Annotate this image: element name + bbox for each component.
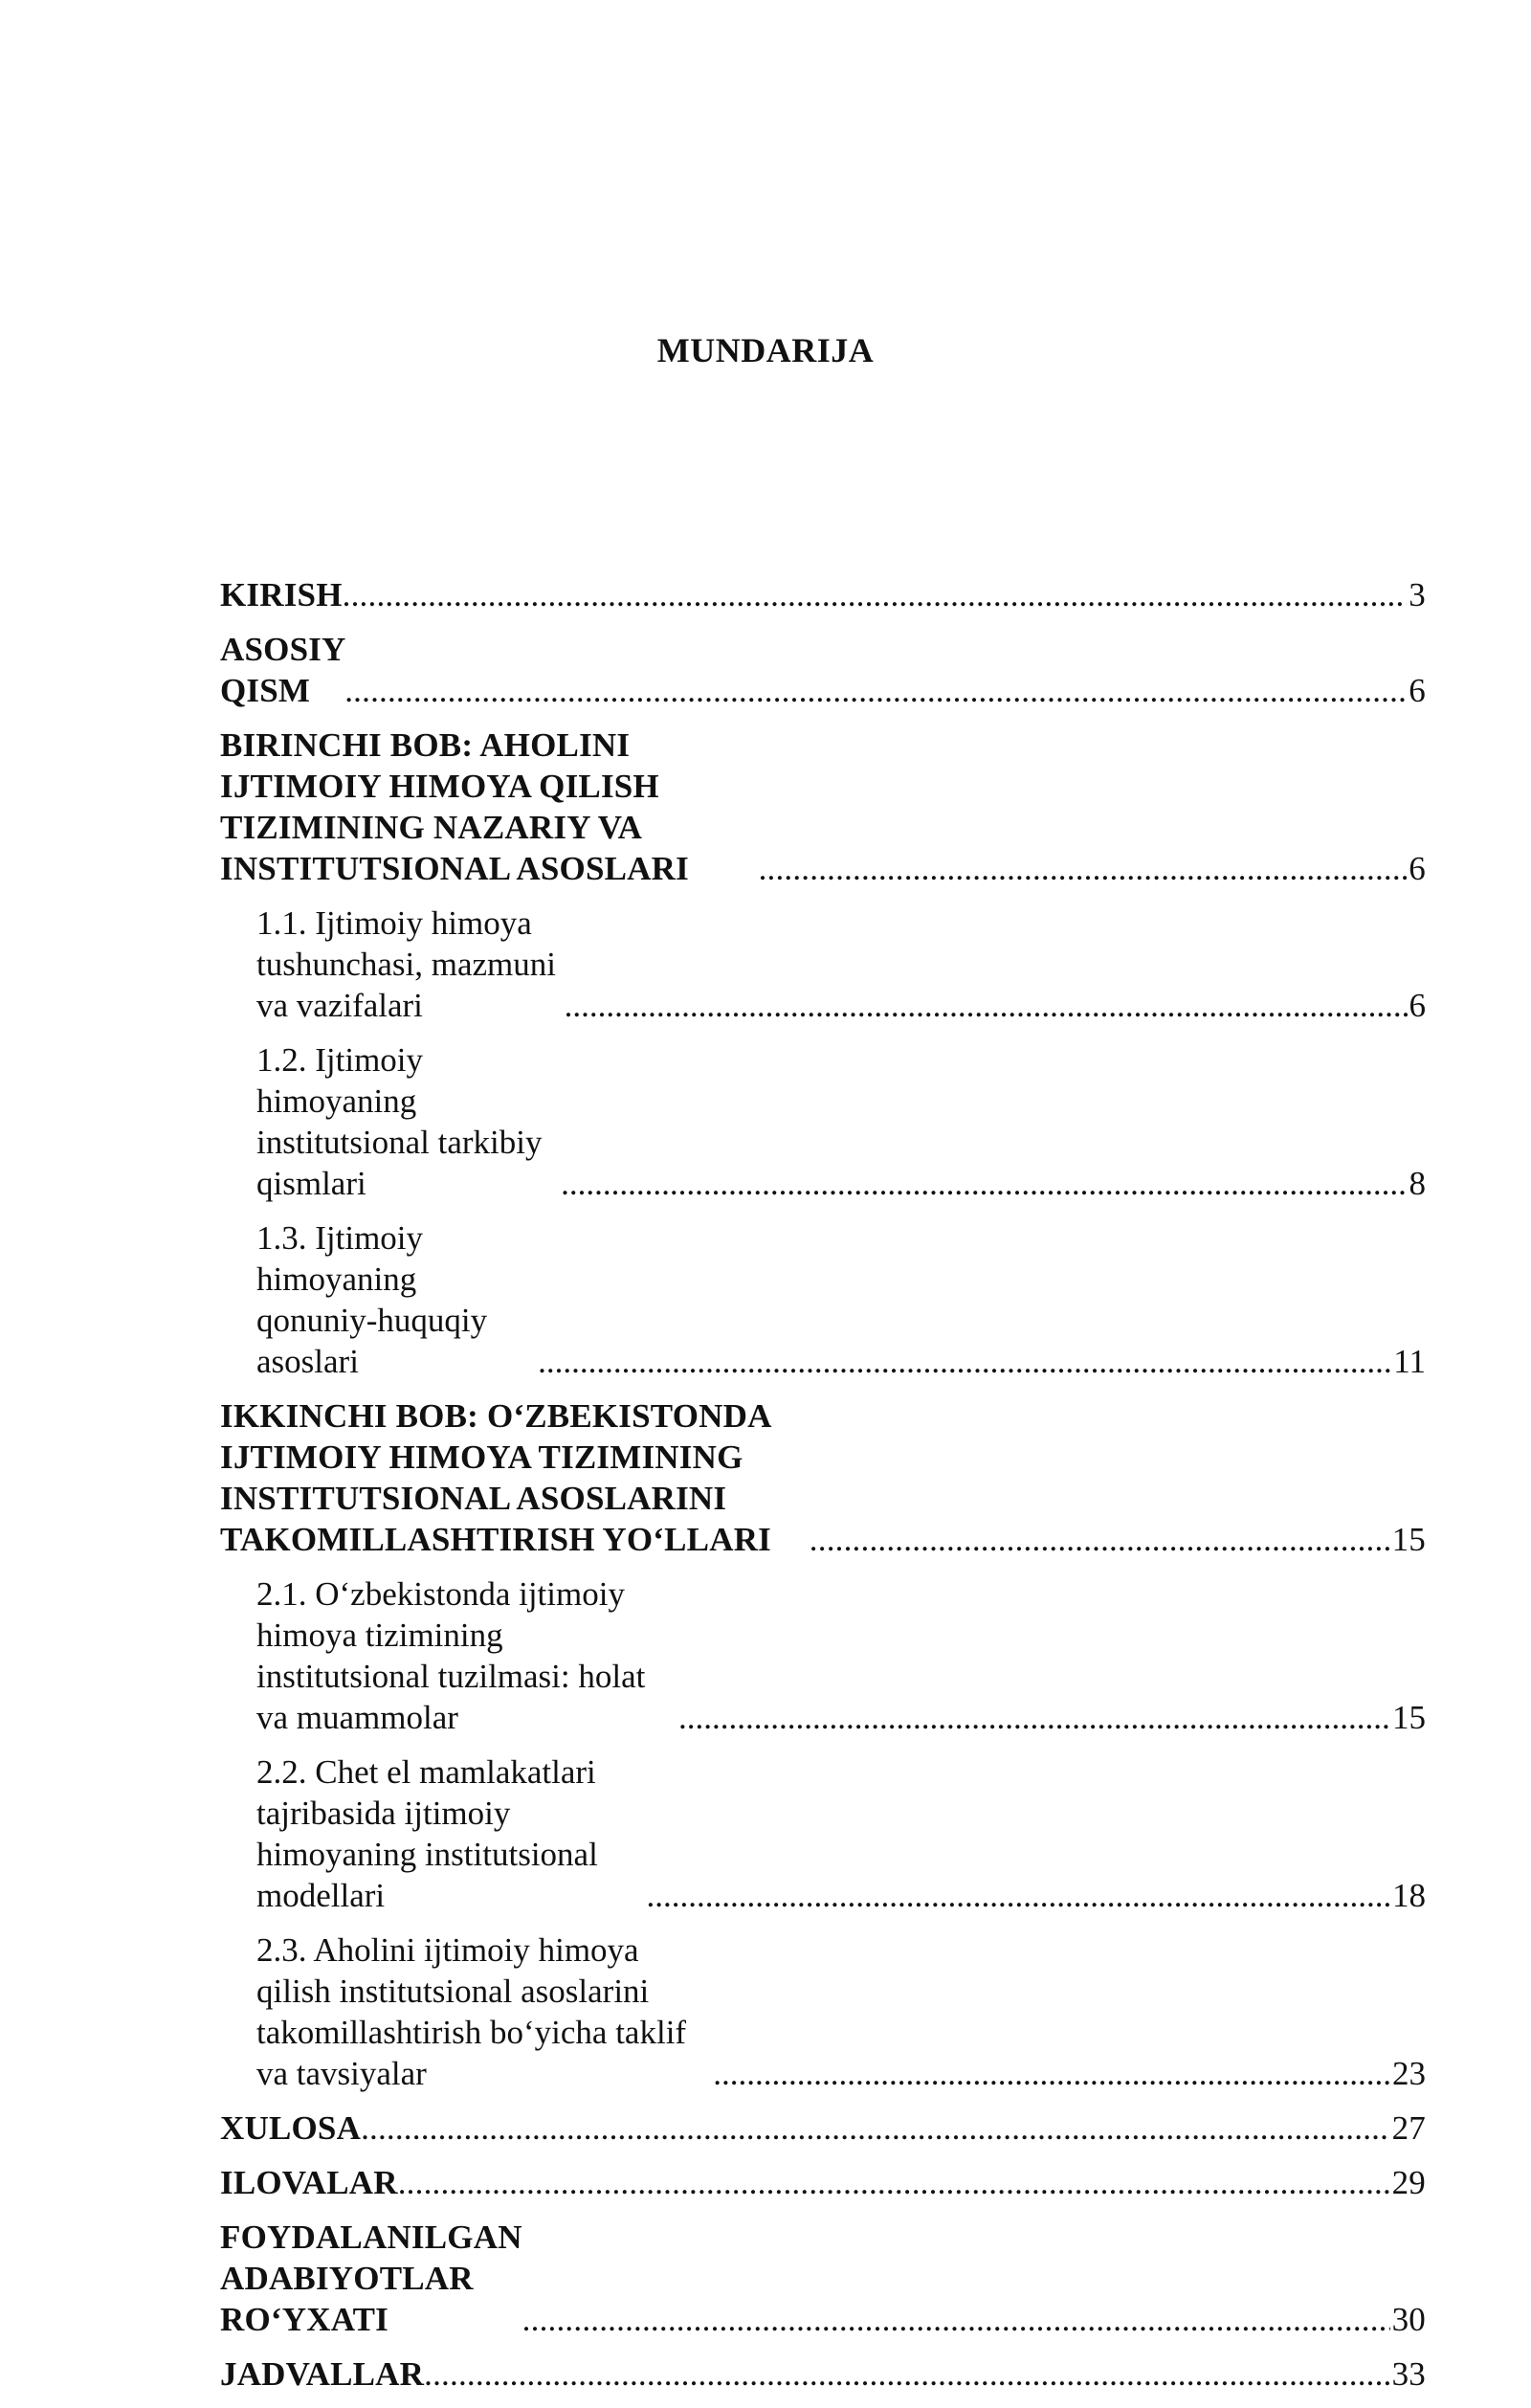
toc-page-number: 8 <box>1409 1165 1426 1202</box>
dot-leader <box>646 1875 1390 1916</box>
toc-entry-title: 2.1. O‘zbekistonda ijtimoiy himoya tizimining institutsional tuzilmasi: holat va muammolar <box>256 1575 646 1736</box>
toc-entry-title: ASOSIY QISM <box>220 631 345 709</box>
toc-page-number: 3 <box>1409 576 1426 613</box>
dot-leader <box>713 2053 1390 2094</box>
toc-entry-chapter-1[interactable] <box>220 725 1426 889</box>
toc-entry-section-2-2[interactable] <box>256 1751 1426 1916</box>
dot-leader <box>424 2353 1389 2395</box>
toc-entry-xulosa[interactable] <box>220 2107 1426 2149</box>
dot-leader <box>522 2299 1390 2340</box>
toc-page-number: 18 <box>1392 1877 1426 1914</box>
dot-leader <box>343 574 1408 615</box>
toc-page-number: 6 <box>1409 987 1426 1024</box>
dot-leader <box>344 670 1407 711</box>
toc-entry-asosiy-qism[interactable] <box>220 629 1426 711</box>
toc-entry-chapter-2[interactable] <box>220 1395 1426 1560</box>
toc-entry-title: ILOVALAR <box>220 2164 398 2201</box>
toc-entry-title: IKKINCHI BOB: O‘ZBEKISTONDA IJTIMOIY HIMOYA TIZIMINING INSTITUTSIONAL ASOSLARINI TAKOMILLASHTIRISH YO‘LLARI <box>220 1397 772 1558</box>
page-title: MUNDARIJA <box>656 331 875 369</box>
toc-entry-section-1-3[interactable] <box>256 1217 1426 1382</box>
toc-entry-adabiyotlar[interactable] <box>220 2217 1426 2340</box>
dot-leader <box>538 1341 1391 1382</box>
toc-entry-section-2-1[interactable] <box>256 1573 1426 1738</box>
toc-page-number: 29 <box>1391 2164 1426 2201</box>
toc-page-number: 6 <box>1409 672 1426 709</box>
dot-leader <box>361 2107 1390 2149</box>
toc-entry-title: 1.3. Ijtimoiy himoyaning qonuniy-huquqiy asoslari <box>256 1219 488 1380</box>
toc-page-number: 15 <box>1392 1699 1426 1736</box>
toc-page-number: 33 <box>1391 2355 1426 2393</box>
dot-leader <box>398 2162 1390 2203</box>
toc-page-number: 27 <box>1391 2109 1426 2147</box>
toc-entry-kirish[interactable] <box>220 574 1426 615</box>
dot-leader <box>810 1519 1390 1560</box>
toc-page-number: 30 <box>1391 2301 1426 2338</box>
dot-leader <box>759 848 1408 889</box>
toc-entry-title: 1.2. Ijtimoiy himoyaning institutsional tarkibiy qismlari <box>256 1041 543 1202</box>
toc-page-number: 15 <box>1391 1521 1426 1558</box>
toc-entry-title: 2.2. Chet el mamlakatlari tajribasida ijtimoiy himoyaning institutsional modellari <box>256 1753 598 1914</box>
toc-page-number: 23 <box>1392 2055 1426 2092</box>
toc-entry-title: FOYDALANILGAN ADABIYOTLAR RO‘YXATI <box>220 2218 522 2338</box>
toc-entry-title: 1.1. Ijtimoiy himoya tushunchasi, mazmuni va vazifalari <box>256 904 557 1024</box>
toc-entry-jadvallar[interactable] <box>220 2353 1426 2395</box>
toc-entry-title: JADVALLAR <box>220 2355 425 2393</box>
toc-entry-title: KIRISH <box>220 576 343 613</box>
toc-page-number: 11 <box>1393 1343 1426 1380</box>
toc-entry-section-1-2[interactable] <box>256 1039 1426 1204</box>
dot-leader <box>565 985 1408 1026</box>
toc-entry-title: 2.3. Aholini ijtimoiy himoya qilish institutsional asoslarini takomillashtirish bo‘yicha taklif va tavsiyalar <box>256 1931 687 2092</box>
dot-leader <box>561 1163 1407 1204</box>
table-of-contents <box>220 574 1426 2408</box>
toc-entry-title: BIRINCHI BOB: AHOLINI IJTIMOIY HIMOYA QILISH TIZIMINING NAZARIY VA INSTITUTSIONAL ASOSLARI <box>220 726 689 887</box>
toc-entry-title: XULOSA <box>220 2109 362 2147</box>
toc-entry-section-2-3[interactable] <box>256 1929 1426 2094</box>
toc-page-number: 6 <box>1409 850 1426 887</box>
toc-entry-ilovalar[interactable] <box>220 2162 1426 2203</box>
toc-entry-section-1-1[interactable] <box>256 903 1426 1026</box>
dot-leader <box>678 1697 1390 1738</box>
